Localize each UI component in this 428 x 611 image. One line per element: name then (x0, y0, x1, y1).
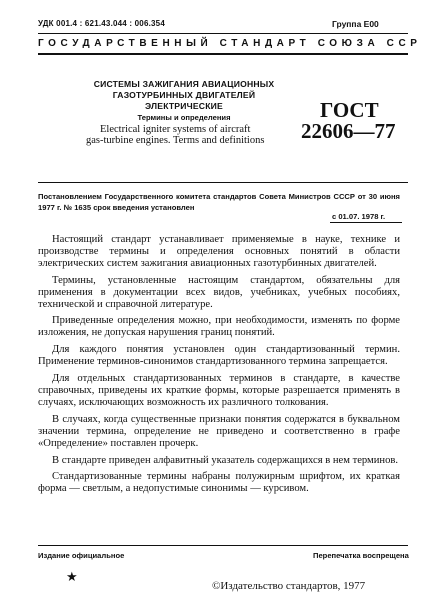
reprint-prohibited-label: Перепечатка воспрещена (313, 551, 409, 560)
title-line-2: ГАЗОТУРБИННЫХ ДВИГАТЕЛЕЙ ЭЛЕКТРИЧЕСКИЕ (112, 90, 256, 111)
copyright-notice: ©Издательство стандартов, 1977 (212, 580, 366, 592)
title-en-line-1: Electrical igniter systems of aircraft (100, 124, 251, 135)
paragraph: Приведенные определения можно, при необходимости, изменять по форме изложения, не допуская нарушения границ понятий. (38, 315, 400, 339)
group-code: Группа Е00 (332, 19, 379, 29)
gost-number: 22606—77 (301, 119, 396, 143)
paragraph: В стандарте приведен алфавитный указатель содержащихся в нем терминов. (52, 454, 399, 466)
title-line-1: СИСТЕМЫ ЗАЖИГАНИЯ АВИАЦИОННЫХ (93, 79, 275, 89)
header-divider-top (38, 33, 408, 34)
star-icon: ★ (66, 570, 78, 585)
decree-date-underline (330, 222, 402, 223)
gost-label: ГОСТ (320, 98, 379, 122)
standard-banner: ГОСУДАРСТВЕННЫЙ СТАНДАРТ СОЮЗА ССР (38, 38, 422, 49)
header-divider-bottom (38, 53, 408, 55)
paragraph: В случаях, когда существенные признаки понятия содержатся в буквальном значении термина, определение не приведено и соответственно в графе «Определение» поставлен прочерк. (38, 413, 400, 449)
paragraph: Стандартизованные термины набраны полужирным шрифтом, их краткая форма — светлым, а недопустимые синонимы — курсивом. (38, 471, 400, 495)
paragraph: Для отдельных стандартизованных терминов в стандарте, в качестве справочных, приведены их краткие формы, которые разрешается применять в случаях, исключающих возможность их различного толкования. (38, 373, 400, 408)
paragraph: Для каждого понятия установлен один стандартизованный термин. Применение терминов-синонимов стандартизованного термина запрещается. (38, 344, 400, 368)
body-text (38, 234, 400, 500)
decree-text: Постановлением Государственного комитета стандартов Совета Министров СССР от 30 июня 1977 г. № 1635 срок введения установлен (38, 192, 400, 212)
official-edition-label: Издание официальное (38, 551, 125, 560)
title-en-line-2: gas-turbine engines. Terms and definitions (86, 135, 265, 146)
title-block-ru (84, 79, 284, 123)
udk-code: УДК 001.4 : 621.43.044 : 006.354 (38, 19, 165, 28)
decree-date: с 01.07. 1978 г. (332, 212, 386, 221)
title-subtitle: Термины и определения (137, 113, 231, 122)
paragraph: Настоящий стандарт устанавливает применяемые в науке, технике и производстве термины и определения основных понятий в области электрических систем зажигания авиационных газотурбинных двигателей. (38, 234, 400, 269)
footer-divider (38, 545, 408, 546)
paragraph: Термины, установленные настоящим стандартом, обязательны для применения в документации всех видов, учебниках, учебных пособиях, технической и справочной литературе. (38, 274, 400, 310)
decree-divider (38, 182, 408, 183)
